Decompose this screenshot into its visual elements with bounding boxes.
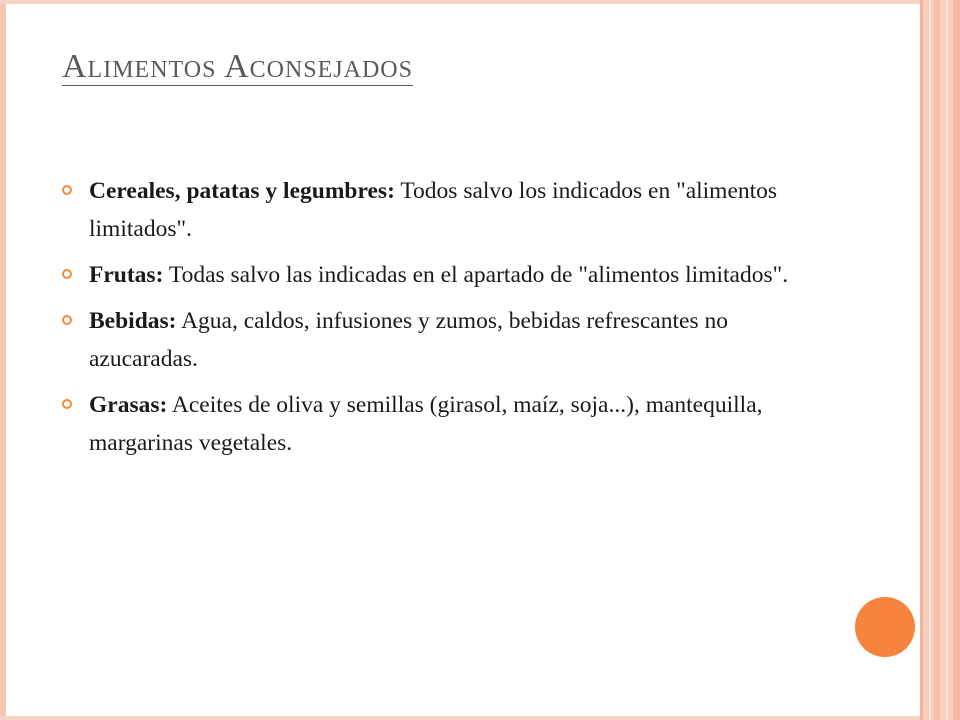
left-border — [0, 0, 6, 720]
list-item — [62, 172, 842, 248]
item-term: Grasas: — [89, 392, 168, 418]
list-item — [62, 386, 842, 462]
item-text: Todos salvo los indicados en "alimentos limitados". — [89, 178, 778, 242]
item-term: Bebidas: — [89, 308, 177, 334]
list-item — [62, 256, 842, 294]
stripe — [929, 0, 931, 720]
orange-circle-icon — [855, 597, 915, 657]
ring-bullet-icon — [62, 315, 72, 325]
bullet-list — [62, 172, 842, 470]
stripe — [934, 0, 940, 720]
right-decorative-stripes — [920, 0, 960, 720]
slide-title: Alimentos Aconsejados — [62, 48, 413, 85]
item-text: Todas salvo las indicadas en el apartado de "alimentos limitados". — [163, 262, 789, 288]
top-border — [0, 0, 920, 4]
item-term: Frutas: — [89, 262, 164, 288]
stripe — [946, 0, 948, 720]
ring-bullet-icon — [62, 185, 72, 195]
list-item — [62, 302, 842, 378]
ring-bullet-icon — [62, 269, 72, 279]
item-term: Cereales, patatas y legumbres: — [89, 178, 395, 204]
item-text: Aceites de oliva y semillas (girasol, maíz, soja...), mantequilla, margarinas vegetales. — [89, 392, 763, 456]
bottom-border — [0, 716, 920, 720]
ring-bullet-icon — [62, 399, 72, 409]
stripe — [920, 0, 923, 720]
stripe — [953, 0, 960, 720]
item-text: Agua, caldos, infusiones y zumos, bebidas refrescantes no azucaradas. — [89, 308, 728, 372]
